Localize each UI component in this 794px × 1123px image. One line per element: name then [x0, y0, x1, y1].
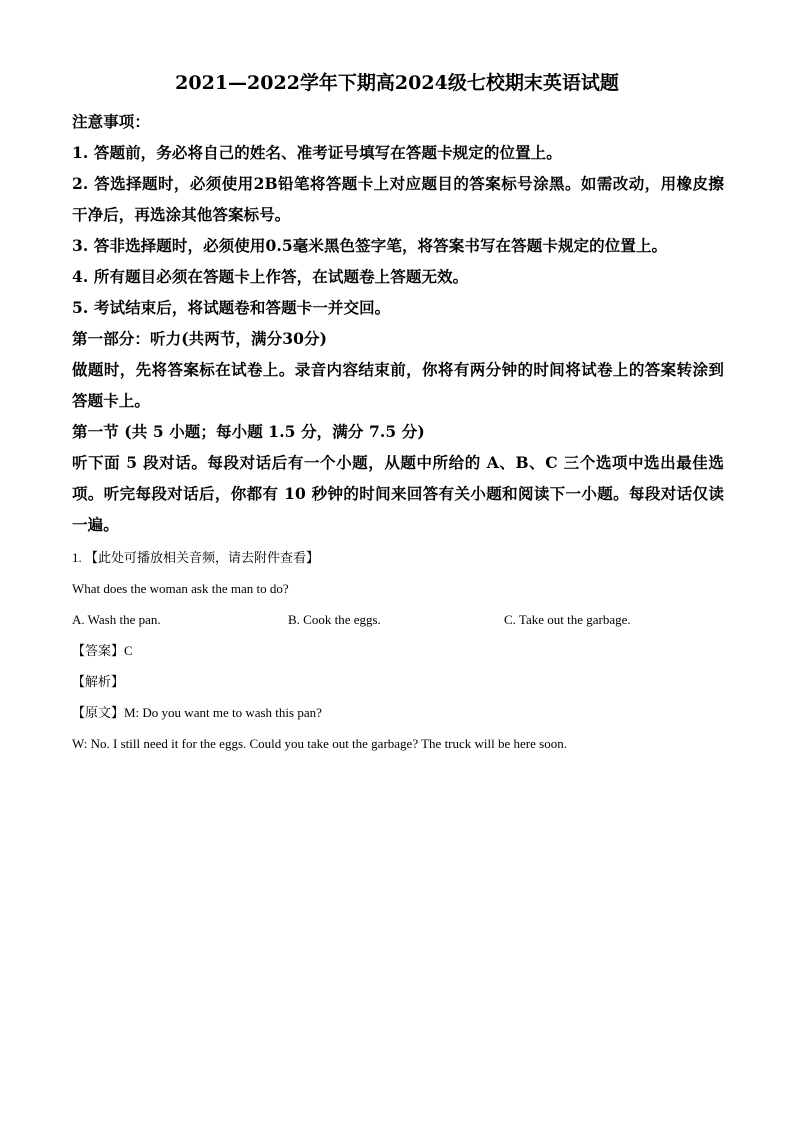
- section1-instruction: 听下面 5 段对话。每段对话后有一个小题，从题中所给的 A、B、C 三个选项中选出最佳选项。听完每段对话后，你都有 10 秒钟的时间来回答有关小题和阅读下一小题。每段对话仅读一遍。: [72, 453, 724, 534]
- question1-transcript-man: 【原文】M: Do you want me to wash this pan?: [72, 705, 322, 720]
- question1-option-c: C. Take out the garbage.: [504, 612, 631, 627]
- notice-item-2: 2. 答选择题时，必须使用2B铅笔将答题卡上对应题目的答案标号涂黑。如需改动，用橡皮擦干净后，再选涂其他答案标号。: [72, 174, 724, 224]
- notice-item-3: 3. 答非选择题时，必须使用0.5毫米黑色签字笔，将答案书写在答题卡规定的位置上。: [72, 236, 668, 255]
- question1-analysis-label: 【解析】: [72, 674, 125, 689]
- question1-number-line: 1. 【此处可播放相关音频，请去附件查看】: [72, 550, 320, 565]
- question1-option-b: B. Cook the eggs.: [288, 612, 381, 627]
- notice-item-1: 1. 答题前，务必将自己的姓名、准考证号填写在答题卡规定的位置上。: [72, 143, 562, 162]
- part1-instruction: 做题时，先将答案标在试卷上。录音内容结束前，你将有两分钟的时间将试卷上的答案转涂到答题卡上。: [72, 360, 724, 410]
- notice-item-5: 5. 考试结束后，将试题卷和答题卡一并交回。: [72, 298, 391, 317]
- question1-answer: 【答案】C: [72, 643, 133, 658]
- question1-options: [72, 604, 724, 635]
- section1-heading: 第一节 (共 5 小题；每小题 1.5 分，满分 7.5 分): [72, 422, 425, 441]
- notice-item-4: 4. 所有题目必须在答题卡上作答，在试题卷上答题无效。: [72, 267, 469, 286]
- question1-stem: What does the woman ask the man to do?: [72, 581, 289, 596]
- part1-heading: 第一部分：听力(共两节，满分30分): [72, 329, 328, 348]
- question1-option-a: A. Wash the pan.: [72, 612, 161, 627]
- notice-heading: 注意事项：: [72, 112, 151, 131]
- document-body: [72, 106, 724, 759]
- page-title: 2021—2022学年下期高2024级七校期末英语试题: [175, 72, 619, 94]
- question1-transcript-woman: W: No. I still need it for the eggs. Could you take out the garbage? The truck will be here soon.: [72, 736, 567, 751]
